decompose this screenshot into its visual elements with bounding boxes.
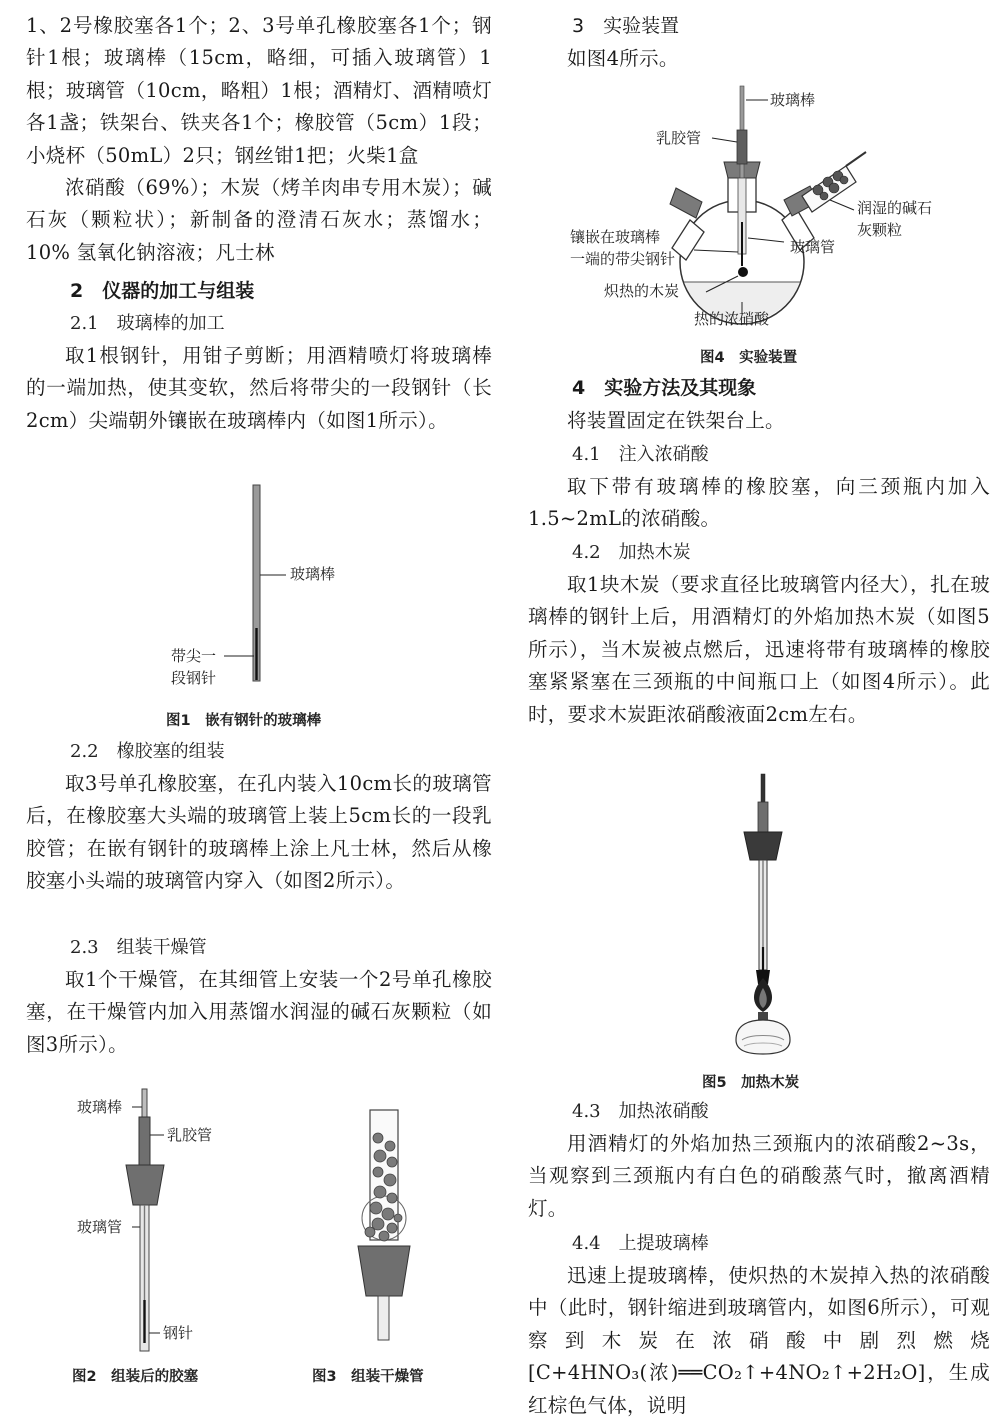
- section-4-body: [528, 405, 990, 437]
- subsection-heading-4-4: 4.4 上提玻璃棒: [572, 1233, 709, 1254]
- subsection-4-1: [528, 439, 990, 471]
- subsection-2-3: [26, 932, 492, 964]
- subsection-2-1-body: [26, 340, 492, 437]
- section-2: [26, 275, 492, 307]
- fig1-label-needle-line1: 带尖一: [171, 647, 217, 665]
- section-3-body: [528, 43, 990, 75]
- subsection-4-3-body: [528, 1128, 990, 1225]
- fig1-label-rod: 玻璃棒: [290, 565, 336, 583]
- figure-5-heating-charcoal: [720, 772, 810, 1062]
- paragraph-equipment: 1、2号橡胶塞各1个；2、3号单孔橡胶塞各1个；钢针1根；玻璃棒（15cm，略细，可插入玻璃管）1根；玻璃管（10cm，略粗）1根；酒精灯、酒精喷灯各1盏；铁架台、铁夹各1个；橡胶管（5cm）1段；小烧杯（50mL）2只；钢丝钳1把；火柴1盒: [26, 14, 492, 167]
- fig4-label-rod: 玻璃棒: [770, 91, 816, 109]
- subsection-4-1-body: [528, 471, 990, 536]
- paragraph-4-3: 用酒精灯的外焰加热三颈瓶内的浓硝酸2~3s，当观察到三颈瓶内有白色的硝酸蒸气时，撤离酒精灯。: [528, 1132, 990, 1220]
- subsection-4-3: [528, 1096, 990, 1128]
- paragraph-3: 如图4所示。: [567, 47, 679, 70]
- figure-3-drying-tube: [340, 1100, 440, 1350]
- section-heading-2: 2 仪器的加工与组装: [70, 280, 255, 302]
- fig4-label-charcoal: 炽热的木炭: [604, 282, 680, 300]
- subsection-4-4: [528, 1228, 990, 1260]
- fig4-label-needle-line2: 一端的带尖钢针: [570, 250, 676, 268]
- subsection-4-4-body: [528, 1260, 990, 1422]
- subsection-4-2-body: [528, 569, 990, 731]
- paragraph-4-1: 取下带有玻璃棒的橡胶塞，向三颈瓶内加入1.5~2mL的浓硝酸。: [528, 475, 990, 531]
- subsection-2-1: [26, 308, 492, 340]
- fig2-label-rod: 玻璃棒: [77, 1098, 123, 1116]
- fig4-label-acid: 热的浓硝酸: [694, 310, 770, 328]
- fig1-label-needle-line2: 段钢针: [171, 669, 217, 687]
- fig3-caption: 图3 组装干燥管: [312, 1369, 424, 1385]
- subsection-heading-4-1: 4.1 注入浓硝酸: [572, 444, 709, 465]
- subsection-heading-2-1: 2.1 玻璃棒的加工: [70, 313, 225, 334]
- fig4-label-soda-line1: 润湿的碱石: [857, 199, 933, 217]
- fig2-label-latex: 乳胶管: [167, 1126, 213, 1144]
- subsection-4-2: [528, 537, 990, 569]
- fig2-caption: 图2 组装后的胶塞: [72, 1369, 199, 1385]
- equipment-list: [26, 10, 492, 172]
- fig5-caption: 图5 加热木炭: [702, 1075, 800, 1091]
- section-3: [528, 10, 990, 42]
- paragraph-reagents: 浓硝酸（69%）；木炭（烤羊肉串专用木炭）；碱石灰（颗粒状）；新制备的澄清石灰水；蒸馏水；10% 氢氧化钠溶液；凡士林: [26, 176, 492, 264]
- subsection-heading-4-3: 4.3 加热浓硝酸: [572, 1101, 709, 1122]
- fig4-caption: 图4 实验装置: [700, 350, 798, 366]
- paragraph-2-1: 取1根钢针，用钳子剪断；用酒精喷灯将玻璃棒的一端加热，使其变软，然后将带尖的一段钢针（长2cm）尖端朝外镶嵌在玻璃棒内（如图1所示）。: [26, 344, 492, 432]
- subsection-heading-2-2: 2.2 橡胶塞的组装: [70, 741, 225, 762]
- paragraph-4-4: 迅速上提玻璃棒，使炽热的木炭掉入热的浓硝酸中（此时，钢针缩进到玻璃管内，如图6所示），可观察到木炭在浓硝酸中剧烈燃烧[C+4HNO₃(浓)══CO₂↑+4NO₂↑+2H₂O]，生成红棕色气体，说明: [528, 1264, 990, 1417]
- subsection-2-2-body: [26, 768, 492, 898]
- paragraph-2-3: 取1个干燥管，在其细管上安装一个2号单孔橡胶塞，在干燥管内加入用蒸馏水润湿的碱石灰颗粒（如图3所示）。: [26, 968, 492, 1056]
- paragraph-2-2: 取3号单孔橡胶塞，在孔内装入10cm长的玻璃管后，在橡胶塞大头端的玻璃管上装上5cm长的一段乳胶管；在嵌有钢针的玻璃棒上涂上凡士林，然后从橡胶塞小头端的玻璃管内穿入（如图2所示）。: [26, 772, 492, 893]
- fig4-label-tube: 玻璃管: [790, 238, 836, 256]
- fig2-label-needle: 钢针: [163, 1324, 194, 1342]
- fig2-label-tube: 玻璃管: [77, 1218, 123, 1236]
- section-heading-3: 3 实验装置: [572, 15, 680, 37]
- section-heading-4: 4 实验方法及其现象: [572, 377, 757, 399]
- fig4-label-soda-line2: 灰颗粒: [857, 221, 903, 239]
- subsection-2-3-body: [26, 964, 492, 1061]
- section-4: [528, 372, 990, 404]
- fig4-label-latex: 乳胶管: [656, 129, 702, 147]
- paragraph-4-2: 取1块木炭（要求直径比玻璃管内径大），扎在玻璃棒的钢针上后，用酒精灯的外焰加热木炭（如图5所示），当木炭被点燃后，迅速将带有玻璃棒的橡胶塞紧紧塞在三颈瓶的中间瓶口上（如图4所示）。此时，要求木炭距浓硝酸液面2cm左右。: [528, 573, 990, 726]
- fig4-label-needle-line1: 镶嵌在玻璃棒: [570, 228, 661, 246]
- subsection-heading-4-2: 4.2 加热木炭: [572, 542, 691, 563]
- subsection-2-2: [26, 736, 492, 768]
- fig1-caption: 图1 嵌有钢针的玻璃棒: [166, 713, 322, 729]
- paragraph-4: 将装置固定在铁架台上。: [567, 409, 785, 432]
- subsection-heading-2-3: 2.3 组装干燥管: [70, 937, 207, 958]
- reagents-list: [26, 172, 492, 269]
